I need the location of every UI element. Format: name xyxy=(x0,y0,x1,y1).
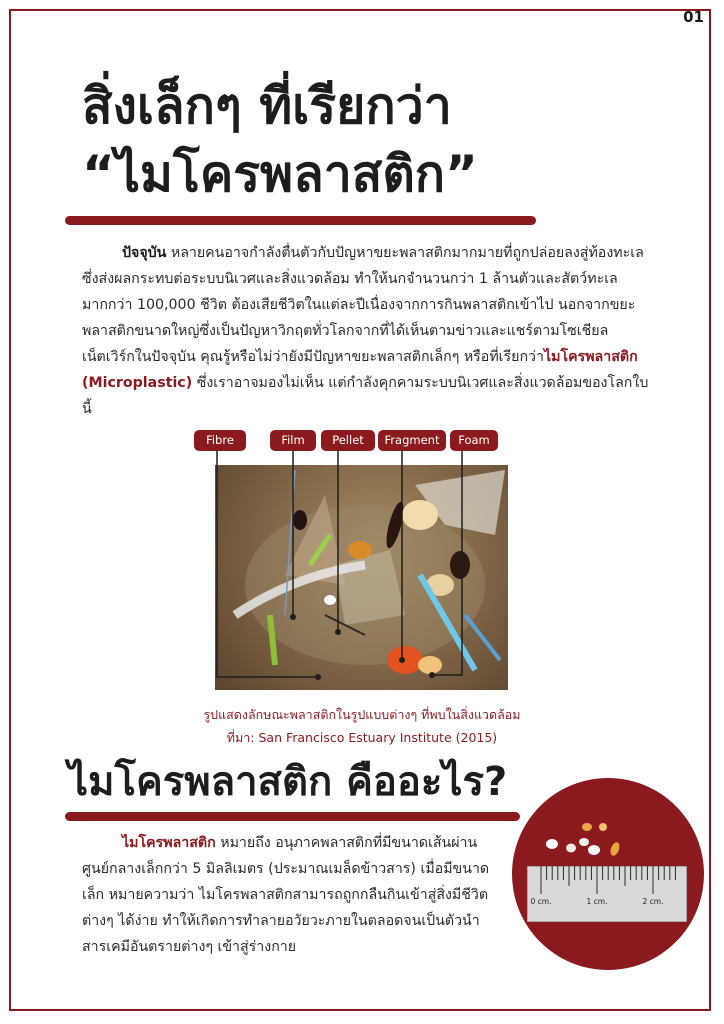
label-fragment: Fragment xyxy=(378,430,446,451)
section-underline xyxy=(65,812,520,821)
figure-source: ที่มา: San Francisco Estuary Institute (2015) xyxy=(226,730,498,745)
ruler-label-0: 0 cm. xyxy=(530,897,552,906)
label-foam: Foam xyxy=(450,430,498,451)
page-number: 01 xyxy=(683,8,704,26)
title-line-2: “ไมโครพลาสติก” xyxy=(82,145,478,203)
ruler-label-2: 2 cm. xyxy=(642,897,664,906)
label-film: Film xyxy=(270,430,316,451)
intro-lead: ปัจจุบัน xyxy=(122,245,167,261)
section-paragraph xyxy=(82,830,502,960)
ruler-label-1: 1 cm. xyxy=(586,897,608,906)
title-line-1: สิ่งเล็กๆ ที่เรียกว่า xyxy=(82,77,452,135)
intro-highlight: ไมโครพลาสติก (Microplastic) xyxy=(82,349,638,391)
ruler-graphic xyxy=(527,866,687,922)
section-text: หมายถึง อนุภาคพลาสติกที่มีขนาดเส้นผ่านศูนย์กลางเล็กกว่า 5 มิลลิเมตร (ประมาณเมล็ดข้าวสาร) เมื่อมีขนาดเล็ก หมายความว่า ไมโครพลาสติกสามารถถูกกลืนกินเข้าสู่สิ่งมีชีวิตต่างๆ ได้ง่าย ทำให้เกิดการทำลายอวัยวะภายในตลอดจนเป็นตัวนำสารเคมีอันตรายต่างๆ เข้าสู่ร่างกาย xyxy=(82,835,490,955)
intro-text-1: หลายคนอาจกำลังตื่นตัวกับปัญหาขยะพลาสติกมากมายที่ถูกปล่อยลงสู่ท้องทะเล ซึ่งส่งผลกระทบต่อระบบนิเวศและสิ่งแวดล้อม ทำให้นกจำนวนกว่า 1 ล้านตัวและสัตว์ทะเลมากกว่า 100,000 ชีวิต ต้องเสียชีวิตในแต่ละปีเนื่องจากการกินพลาสติกเข้าไป นอกจากขยะพลาสติกขนาดใหญ่ซึ่งเป็นปัญหาวิกฤตทั่วโลกจากที่ได้เห็นตามข่าวและแชร์ตามโซเชียลเน็ตเวิร์กในปัจจุบัน คุณรู้หรือไม่ว่ายังมีปัญหาขยะพลาสติกเล็กๆ หรือที่เรียกว่า xyxy=(82,245,644,365)
label-fibre: Fibre xyxy=(194,430,246,451)
figure-caption: รูปแสดงลักษณะพลาสติกในรูปแบบต่างๆ ที่พบในสิ่งแวดล้อม xyxy=(203,707,521,722)
label-pellet: Pellet xyxy=(321,430,375,451)
size-comparison-circle xyxy=(512,778,704,970)
ruler xyxy=(527,866,687,922)
section-heading: ไมโครพลาสติก คืออะไร? xyxy=(68,759,508,805)
section-lead: ไมโครพลาสติก xyxy=(122,835,216,851)
intro-text-2: ซึ่งเราอาจมองไม่เห็น แต่กำลังคุกคามระบบนิเวศและสิ่งแวดล้อมของโลกใบนี้ xyxy=(82,375,649,417)
